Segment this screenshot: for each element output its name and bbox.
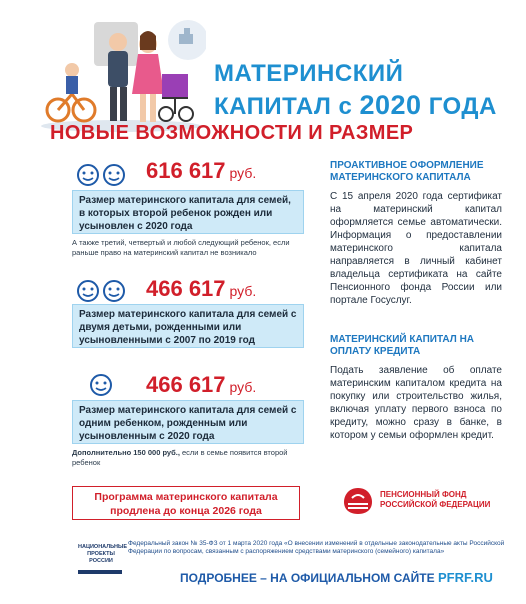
section-credit-title: МАТЕРИНСКИЙ КАПИТАЛ НА ОПЛАТУ КРЕДИТА (330, 334, 475, 357)
family-illustration (36, 14, 206, 132)
one-child-face-icon (86, 372, 116, 396)
two-children-faces-icon (74, 162, 130, 186)
section-credit-text: Подать заявление об оплате материнским капиталом кредита на покупку или строительство жилья, включая уплату первого взноса по кредиту, можно сразу в банке, в котором у семьи оформлен кредит. (330, 365, 502, 441)
pfr-name: ПЕНСИОННЫЙ ФОНД РОССИЙСКОЙ ФЕДЕРАЦИИ (380, 490, 491, 509)
amount-3-note: Дополнительно 150 000 руб., если в семье появится второй ребенок (72, 448, 288, 467)
amount-1: 616 617 руб. (146, 158, 257, 183)
amount-1-note: А также третий, четвертый и любой следующий ребенок, если раньше право на материнский капитал не возникало (72, 238, 290, 257)
title-year: 2020 (359, 90, 422, 120)
amount-3-description: Размер материнского капитала для семей с одним ребенком, рожденным или усыновленным с 2020 года (72, 400, 304, 444)
national-projects-logo-text: НАЦИОНАЛЬНЫЕ ПРОЕКТЫ РОССИИ (78, 544, 128, 564)
more-info: ПОДРОБНЕЕ – НА ОФИЦИАЛЬНОМ САЙТЕ PFRF.RU (180, 570, 493, 585)
amount-1-description: Размер материнского капитала для семей, в которых второй ребенок рожден или усыновлен с 2020 года (72, 190, 304, 234)
site-link[interactable]: PFRF.RU (437, 570, 493, 585)
subtitle: НОВЫЕ ВОЗМОЖНОСТИ И РАЗМЕР (50, 122, 414, 144)
amount-3: 466 617 руб. (146, 372, 257, 397)
program-extended-box: Программа материнского капитала продлена до конца 2026 года (72, 486, 300, 520)
section-proactive-text: С 15 апреля 2020 года сертификат на материнский капитал оформляется семье автоматически. Информация о предоставлении материнского капитала направляется в личный кабинет владельца сертификата на сайте Пенсионного фонда России или портале Госуслуг. (330, 191, 502, 306)
title-line-2: КАПИТАЛ с 2020 ГОДА (214, 90, 497, 120)
title-line-1: МАТЕРИНСКИЙ (214, 60, 404, 87)
amount-2-description: Размер материнского капитала для семей с двумя детьми, рожденными или усыновленными с 2007 по 2019 год (72, 304, 304, 348)
law-reference: Федеральный закон № 35-ФЗ от 1 марта 2020 года «О внесении изменений в отдельные законодательные акты Российской Федерации по вопросам, связанным с распоряжением средствами материнского (семейного) капитала» (128, 540, 505, 555)
pfr-logo (342, 486, 374, 516)
two-children-faces-icon (74, 278, 130, 302)
section-proactive-title: ПРОАКТИВНОЕ ОФОРМЛЕНИЕ МАТЕРИНСКОГО КАПИТАЛА (330, 160, 484, 183)
amount-2: 466 617 руб. (146, 276, 257, 301)
